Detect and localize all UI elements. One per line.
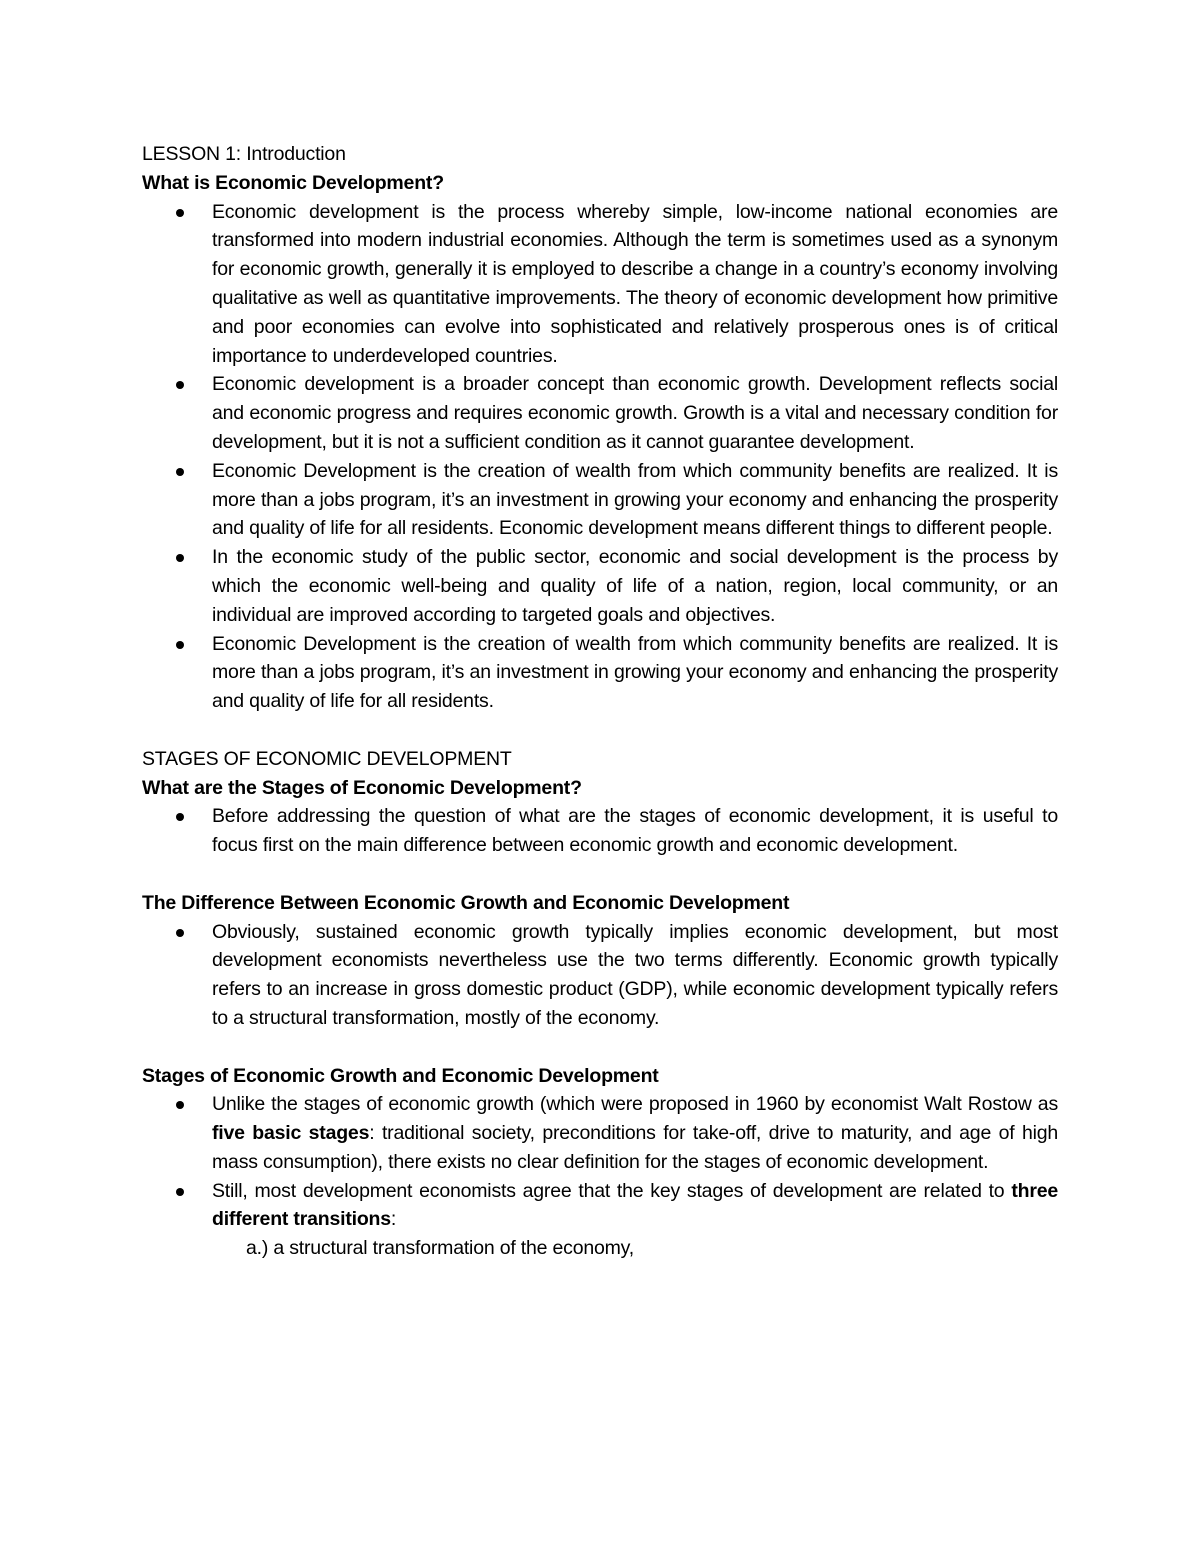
lesson-bullet-list [142, 198, 1058, 716]
list-item-text: Economic development is a broader concept than economic growth. Development reflects social and economic progress and requires economic growth. Growth is a vital and necessary condition for development, but it is not a sufficient condition as it cannot guarantee development. [212, 373, 1058, 453]
bullet-icon [176, 929, 184, 937]
list-item-text: Economic Development is the creation of wealth from which community benefits are realized. It is more than a jobs program, it’s an investment in growing your economy and enhancing the prosperity and quality of life for all residents. Economic development means different things to different people. [212, 459, 1058, 540]
list-item [142, 457, 1058, 543]
list-item [142, 1177, 1058, 1235]
stages-bullet-list [142, 802, 1058, 860]
emphasis-text: three different transitions [212, 1179, 1058, 1231]
lesson-title: LESSON 1: Introduction [142, 143, 346, 165]
difference-heading: The Difference Between Economic Growth and Economic Development [142, 891, 790, 914]
growth-stages-heading: Stages of Economic Growth and Economic Development [142, 1064, 659, 1087]
spacer [142, 716, 1058, 745]
growth-stages-bullet-list [142, 1090, 1058, 1234]
spacer [142, 1033, 1058, 1062]
list-item [142, 198, 1058, 371]
list-item-text: Obviously, sustained economic growth typically implies economic development, but most development economists nevertheless use the two terms differently. Economic growth typically refers to an increase in gross domestic product (GDP), while economic development typically refers to a structural transformation, mostly of the economy. [212, 920, 1058, 1029]
bullet-icon [176, 554, 184, 562]
list-item [142, 370, 1058, 456]
bullet-icon [176, 641, 184, 649]
list-item-text-part: : [390, 1208, 397, 1231]
list-item-text: Economic development is the process whereby simple, low-income national economies are transformed into modern industrial economies. Although the term is sometimes used as a synonym for economic growth, generally it is employed to describe a change in a country’s economy involving qualitative as well as quantitative improvements. The theory of economic development how primitive and poor economies can evolve into sophisticated and relatively prosperous ones is of critical importance to underdeveloped countries. [212, 200, 1058, 367]
list-item-text: In the economic study of the public sector, economic and social development is the process by which the economic well-being and quality of life of a nation, region, local community, or an individual are improved according to targeted goals and objectives. [212, 546, 1058, 626]
emphasis-text: five basic stages [212, 1122, 370, 1145]
list-item-text-part: Still, most development economists agree that the key stages of development are related to [212, 1179, 1012, 1202]
bullet-icon [176, 1101, 184, 1109]
list-item [142, 802, 1058, 860]
bullet-icon [176, 813, 184, 821]
list-item-text-part: : traditional society, preconditions for take-off, drive to maturity, and age of high mass consumption), there exists no clear definition for the stages of economic development. [212, 1122, 1059, 1173]
bullet-icon [176, 1188, 184, 1196]
list-item-text: Economic Development is the creation of wealth from which community benefits are realized. It is more than a jobs program, it’s an investment in growing your economy and enhancing the prosperity and quality of life for all residents. [212, 632, 1058, 713]
lesson-question-heading: What is Economic Development? [142, 171, 444, 194]
stages-question-heading: What are the Stages of Economic Development? [142, 776, 582, 799]
list-item [142, 543, 1058, 629]
list-item [142, 918, 1058, 1033]
document-page [142, 140, 1058, 1263]
stages-title: STAGES OF ECONOMIC DEVELOPMENT [142, 747, 512, 770]
list-item-text: Before addressing the question of what are the stages of economic development, it is useful to focus first on the main difference between economic growth and economic development. [212, 805, 1058, 857]
spacer [142, 860, 1058, 889]
sub-list-item: a.) a structural transformation of the economy, [246, 1237, 634, 1260]
bullet-icon [176, 209, 184, 217]
list-item-text-part: Unlike the stages of economic growth (which were proposed in 1960 by economist Walt Rostow as [212, 1093, 1058, 1116]
list-item [142, 630, 1058, 716]
list-item [142, 1090, 1058, 1176]
bullet-icon [176, 381, 184, 389]
difference-bullet-list [142, 918, 1058, 1033]
bullet-icon [176, 468, 184, 476]
